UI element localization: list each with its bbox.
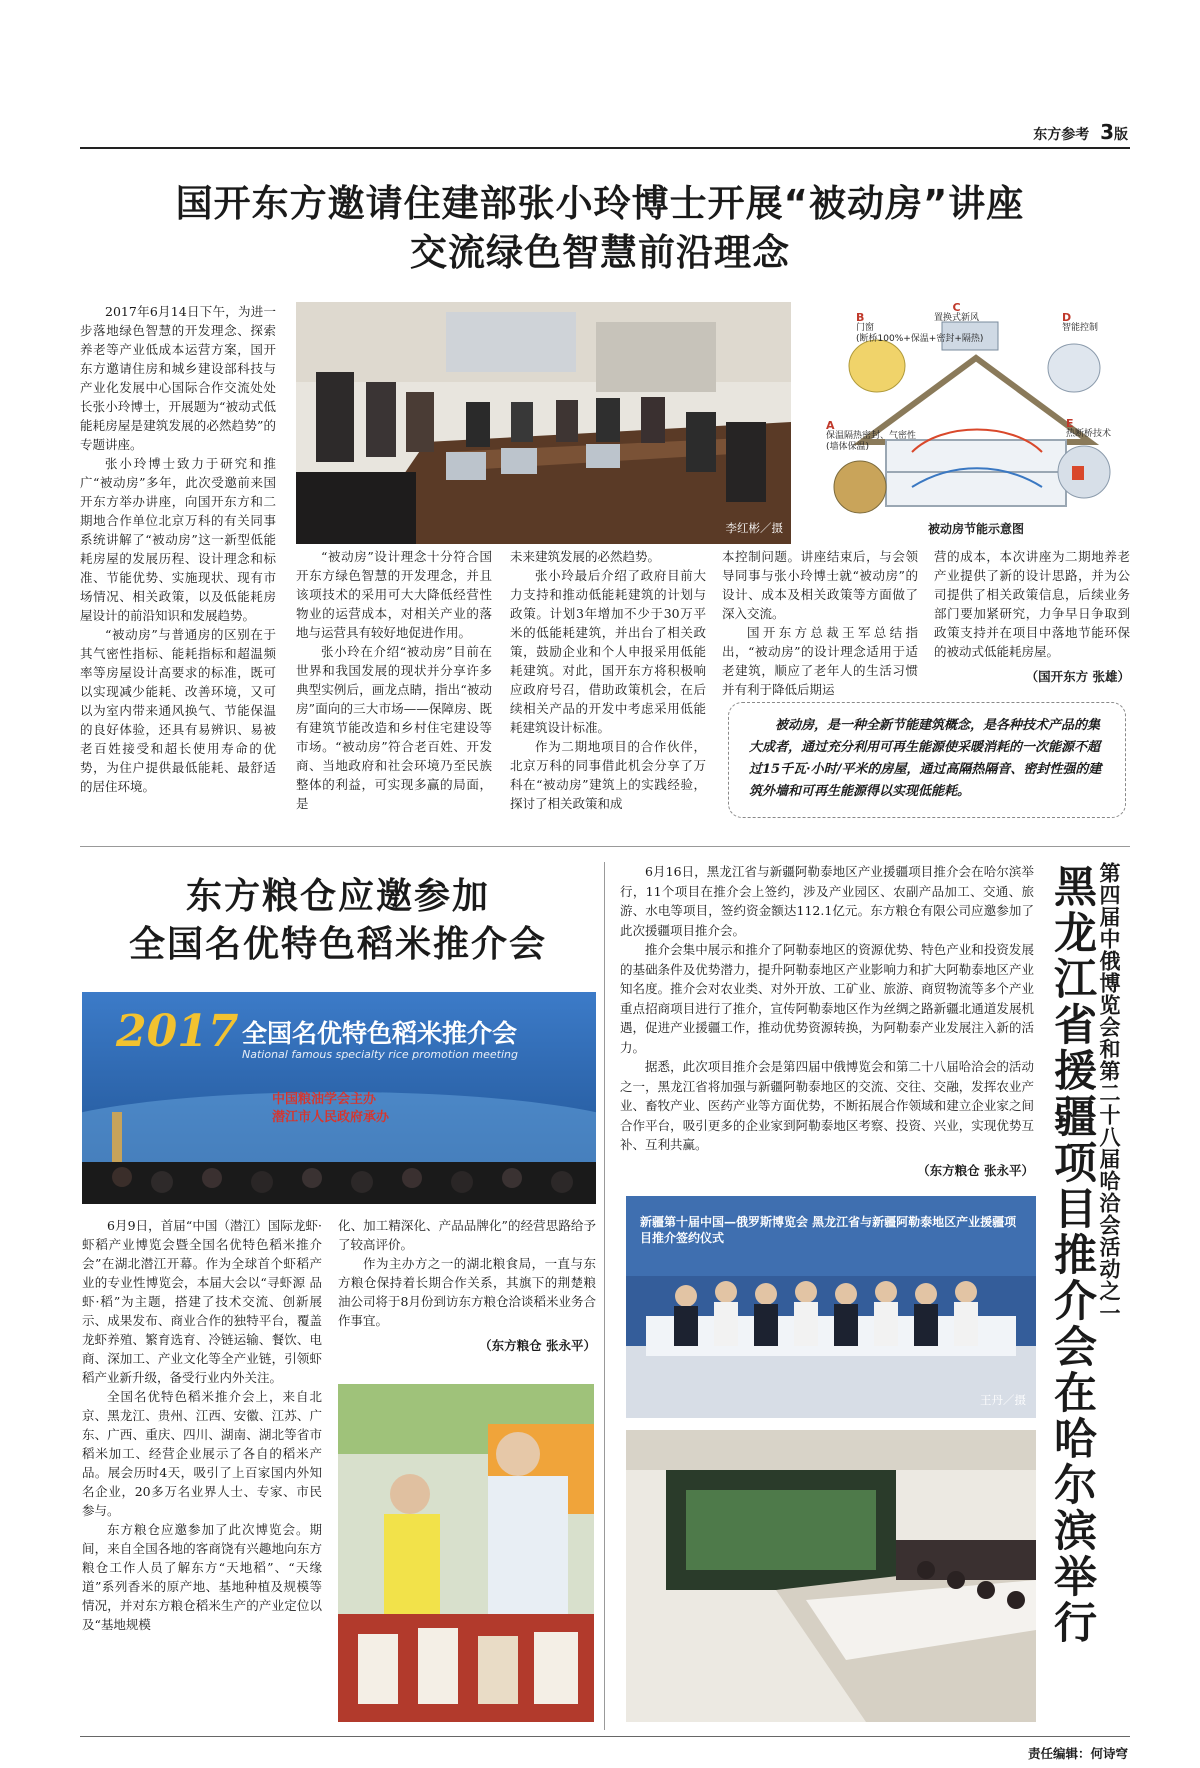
exhibition-photo xyxy=(338,1384,594,1722)
page-unit: 版 xyxy=(1114,127,1128,143)
article2-title-line2: 全国名优特色稻米推介会 xyxy=(128,923,547,965)
signing-photo xyxy=(626,1196,1036,1418)
article1-column-3: 未来建筑发展的必然趋势。 张小玲最后介绍了政府目前大力支持和推动低能耗建筑的计划与政策。计划3年增加不少于30万平米的低能耗建筑，并出台了相关政策，鼓励企业和个人申报采用低能耗建筑。对此，国开东方将积极响应政府号召，借助政策机会，在后续相关产品的开发中考虑采用低能耗建筑设计标准。 作为二期地项目的合作伙伴，北京万科的同事借此机会分享了万科在“被动房”建筑上的实践经验，探讨了相关政策和成 xyxy=(510,549,706,811)
header-rule xyxy=(80,147,1130,149)
venue-illustration xyxy=(626,1430,1036,1722)
diagram-label-b: B 门窗 (断桥100%+保温+密封+隔热) xyxy=(856,311,984,344)
page-header xyxy=(1033,120,1128,144)
seminar-photo xyxy=(296,302,791,544)
banner-host2: 潜江市人民政府承办 xyxy=(272,1110,390,1125)
article2-column-a: 6月9日，首届“中国（潜江）国际龙虾·虾稻产业博览会暨全国名优特色稻米推介会”在湖北潜江开幕。作为全球首个虾稻产业的专业性博览会，本届大会以“寻虾源 品虾·稻”为主题，搭建了技术交流、创新展示、成果发布、商业合作的独特平台，覆盖龙虾养殖、繁育选育、冷链运输、餐饮、电商、深加工、产业文化等全产业链，引领虾稻产业新升级，备受行业内外关注。 全国名优特色稻米推介会上，来自北京、黑龙江、贵州、江西、安徽、江苏、广东、广西、重庆、四川、湖南、湖北等省市稻米加工、经营企业展示了各自的稻米产品。展会历时4天，吸引了上百家国内外知名企业，20多万名业界人士、专家、市民参与。 东方粮仓应邀参加了此次博览会。期间，来自全国各地的客商饶有兴趣地向东方粮仓工作人员了解东方“天地稻”、“天缘道”系列香米的原产地、基地种植及规模等情况，并对东方粮仓稻米生产的产业定位以及“基地规模 xyxy=(82,1218,322,1632)
banner-year: 2017 xyxy=(116,1006,239,1057)
seminar-photo-credit: 李红彬／摄 xyxy=(725,521,783,535)
footer-rule xyxy=(80,1736,1130,1737)
definition-box xyxy=(728,702,1126,818)
passive-house-diagram xyxy=(822,302,1130,514)
article1-column-4: 本控制问题。讲座结束后，与会领导同事与张小玲博士就“被动房”的设计、成本及相关政策等方面做了深入交流。 国开东方总裁王军总结指出，“被动房”的设计理念适用于适老建筑，顺应了老年人的生活习惯并有利于降低后期运 xyxy=(722,549,918,697)
banner-title: 全国名优特色稻米推介会 xyxy=(242,1019,518,1048)
exhibition-illustration xyxy=(338,1384,594,1722)
article2-byline: （东方粮仓 张永平） xyxy=(479,1338,596,1353)
diagram-label-d: D 智能控制 xyxy=(1062,311,1099,333)
article3-subtitle: 第四届中俄博览会和第二十八届哈洽会活动之一 xyxy=(1097,862,1122,1324)
article1-column-5: 营的成本，本次讲座为二期地养老产业提供了新的设计思路，并为公司提供了相关政策信息，后续业务部门要加紧研究，力争早日争取到政策支持并在项目中落地节能环保的被动式低能耗房屋。 （国开东方 张雄） xyxy=(934,549,1130,684)
column-divider xyxy=(604,862,605,1730)
diagram-label-c: C 置换式新风 xyxy=(934,302,980,323)
signing-banner: 新疆第十届中国—俄罗斯博览会 黑龙江省与新疆阿勒泰地区产业援疆项目推介签约仪式 xyxy=(640,1215,1017,1245)
footer-editor: 责任编辑：何诗穹 xyxy=(1027,1746,1128,1761)
article1-column-2: “被动房”设计理念十分符合国开东方绿色智慧的开发理念，并且该项技术的采用可大大降低经营性物业的运营成本，对相关产业的落地与运营具有较好地促进作用。 张小玲在介绍“被动房”目前在世界和我国发展的现状并分享许多典型实例后，画龙点睛，指出“被动房”面向的三大市场——保障房、既有建筑节能改造和乡村住宅建设等市场。“被动房”符合老百姓、开发商、当地政府和社会环境乃至民族整体的利益，可实现多赢的局面，是 xyxy=(296,549,492,811)
article1-column-1: 2017年6月14日下午，为进一步落地绿色智慧的开发理念、探索养老等产业低成本运营方案，国开东方邀请住房和城乡建设部科技与产业化发展中心国际合作交流处处长张小玲博士，开展题为“被动式低能耗房屋是建筑发展的必然趋势”的专题讲座。 张小玲博士致力于研究和推广“被动房”多年，此次受邀前来国开东方举办讲座，向国开东方和二期地合作单位北京万科的有关同事系统讲解了“被动房”这一新型低能耗房屋的发展历程、设计理念和标准、节能优势、实施现状、现有市场情况、相关政策，以及低能耗房屋设计的前沿知识和发展趋势。 “被动房”与普通房的区别在于其气密性指标、能耗指标和超温频率等房屋设计高要求的标准，既可以实现减少能耗、改善环境，又可以为室内带来通风换气、节能保温的良好体验，还具有易辨识、易被老百姓接受和超长使用寿命的优势，为住户提供最低能耗、最舒适的居住环境。 xyxy=(80,304,276,794)
diagram-caption: 被动房节能示意图 xyxy=(927,522,1024,536)
article3-body: 6月16日，黑龙江省与新疆阿勒泰地区产业援疆项目推介会在哈尔滨举行，11个项目在推介会上签约，涉及产业园区、农副产品加工、交通、旅游、水电等项目，签约资金额达112.1亿元。东方粮仓有限公司应邀参加了此次援疆项目推介会。 推介会集中展示和推介了阿勒泰地区的资源优势、特色产业和投资发展的基础条件及优势潜力，提升阿勒泰地区产业影响力和扩大阿勒泰地区产业知名度。推介会对农业类、对外开放、工矿业、旅游、商贸物流等多个产业重点招商项目进行了推介，宣传阿勒泰地区作为丝绸之路新疆北通道发展机遇，促进产业援疆工作，推动优势资源转换，为阿勒泰产业发展注入新的活力。 据悉，此次项目推介会是第四届中俄博览会和第二十八届哈洽会的活动之一，黑龙江省将加强与新疆阿勒泰地区的交流、交往、交融，发挥农业产业、畜牧产业、医药产业等方面优势，不断拓展合作领域和建立企业家之间合作平台，吸引更多的企业家到阿勒泰地区考察、投资、兴业，实现优势互补、互利共赢。 （东方粮仓 张永平） xyxy=(620,862,1034,1180)
article1-title-line2: 交流绿色智慧前沿理念 xyxy=(410,231,790,274)
banner-host1: 中国粮油学会主办 xyxy=(272,1092,377,1107)
venue-photo xyxy=(626,1430,1036,1722)
article1-title-line1: 国开东方邀请住建部张小玲博士开展“被动房”讲座 xyxy=(175,182,1025,225)
signing-photo-credit: 王丹／摄 xyxy=(980,1393,1026,1407)
article3-title: 黑龙江省援疆项目推介会在哈尔滨举行 xyxy=(1047,864,1097,1646)
diagram-label-e: E 热断桥技术 xyxy=(1066,417,1112,439)
banner-subtitle: National famous specialty rice promotion meeting xyxy=(242,1048,519,1061)
rice-meeting-photo xyxy=(82,992,596,1204)
article2-title-line1: 东方粮仓应邀参加 xyxy=(185,875,490,917)
seminar-photo-illustration xyxy=(296,302,791,544)
article2-column-b: 化、加工精深化、产品品牌化”的经营思路给予了较高评价。 作为主办方之一的湖北粮食局，一直与东方粮仓保持着长期合作关系，其旗下的荆楚粮油公司将于8月份到访东方粮仓洽谈稻米业务合作事宜。 （东方粮仓 张永平） xyxy=(338,1218,596,1353)
article1-byline: （国开东方 张雄） xyxy=(1025,669,1130,684)
diagram-label-a: A 保温隔热密封、气密性 (墙体保温) xyxy=(826,419,917,452)
article3-byline: （东方粮仓 张永平） xyxy=(917,1162,1034,1178)
page-number: 3 xyxy=(1100,120,1114,144)
definition-text: 被动房，是一种全新节能建筑概念，是各种技术产品的集大成者，通过充分利用可再生能源使采暖消耗的一次能源不超过15千瓦·小时/平米的房屋，通过高隔热隔音、密封性强的建筑外墙和可再生能源得以实现低能耗。 xyxy=(749,718,1102,799)
section-divider xyxy=(80,846,1130,847)
section-name: 东方参考 xyxy=(1033,127,1090,143)
